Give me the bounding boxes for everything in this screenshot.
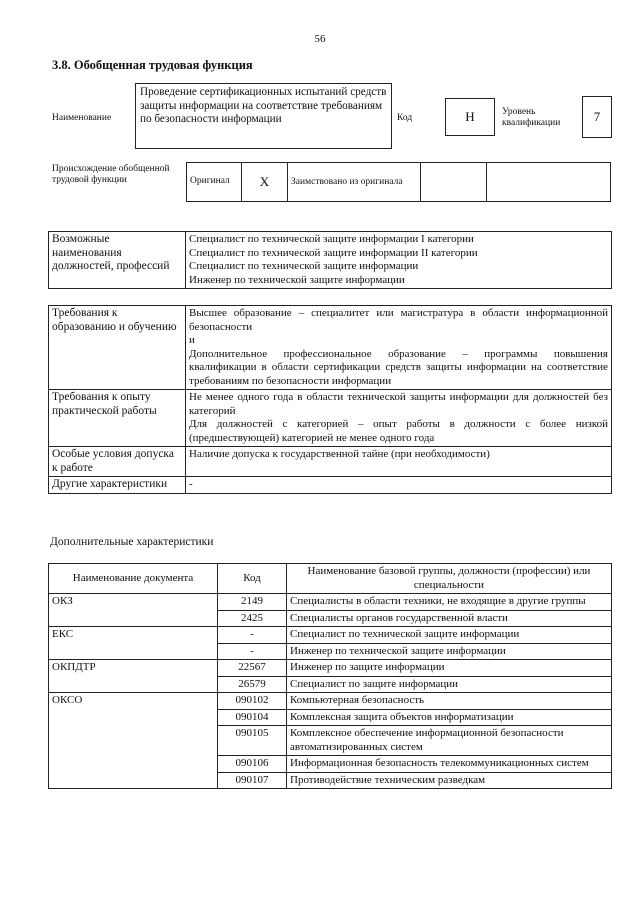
- row-name: Комплексная защита объектов информатизации: [287, 709, 612, 726]
- other-value: [186, 477, 612, 494]
- row-code: 26579: [218, 676, 287, 693]
- row-code: 090102: [218, 693, 287, 710]
- row-name: Комплексное обеспечение информационной безопасности автоматизированных систем: [287, 726, 612, 756]
- position-item: Инженер по технической защите информации: [189, 273, 405, 286]
- row-code: -: [218, 627, 287, 644]
- positions-list: [186, 232, 612, 289]
- special-conditions-paragraph: Наличие допуска к государственной тайне (при необходимости): [189, 448, 490, 460]
- requirements-table: [48, 305, 612, 494]
- row-name: Информационная безопасность телекоммуникационных систем: [287, 756, 612, 773]
- position-item: Специалист по технической защите информации II категории: [189, 246, 478, 259]
- header-document: Наименование документа: [49, 564, 218, 594]
- row-name: Инженер по технической защите информации: [287, 643, 612, 660]
- row-code: 2425: [218, 610, 287, 627]
- doc-okpdtr: ОКПДТР: [49, 660, 218, 693]
- education-value: [186, 306, 612, 390]
- special-conditions-label: Особые условия допуска к работе: [49, 447, 186, 477]
- borrowed-number-cell: [486, 163, 610, 202]
- borrowed-label: Заимствовано из оригинала: [288, 163, 421, 202]
- origin-table: [186, 162, 611, 202]
- positions-label: Возможные наименования должностей, профессий: [49, 232, 186, 289]
- row-code: 22567: [218, 660, 287, 677]
- origin-label: Происхождение обобщенной трудовой функции: [52, 164, 170, 185]
- function-name: Проведение сертификационных испытаний средств защиты информации на соответствие требованиям по безопасности информации: [140, 86, 387, 125]
- row-name: Специалисты в области техники, не входящие в другие группы: [287, 594, 612, 611]
- education-paragraph: Дополнительное профессиональное образование – программы повышения квалификации в области сертификации средств защиты информации на соответствие требованиям по безопасности информации: [189, 347, 608, 387]
- level-value: 7: [593, 109, 601, 124]
- page-number: 56: [314, 33, 326, 45]
- row-name: Специалист по защите информации: [287, 676, 612, 693]
- positions-table: [48, 231, 612, 289]
- doc-okso: ОКСО: [49, 693, 218, 789]
- code-label: Код: [397, 113, 413, 123]
- code-value: H: [465, 109, 475, 124]
- education-paragraph: и: [189, 334, 195, 346]
- position-item: Специалист по технической защите информации: [189, 260, 419, 272]
- row-code: 090107: [218, 772, 287, 789]
- row-code: 090105: [218, 726, 287, 756]
- additional-title: Дополнительные характеристики: [50, 536, 214, 548]
- level-label: Уровень квалификации: [502, 107, 561, 128]
- header-code: Код: [218, 564, 287, 594]
- education-paragraph: Высшее образование – специалитет или магистратура в области информационной безопасности: [189, 307, 608, 333]
- doc-eks: ЕКС: [49, 627, 218, 660]
- original-mark: X: [241, 163, 287, 202]
- section-title: 3.8. Обобщенная трудовая функция: [52, 58, 253, 72]
- header-name: Наименование базовой группы, должности (профессии) или специальности: [287, 564, 612, 594]
- row-code: 090106: [218, 756, 287, 773]
- name-label: Наименование: [52, 113, 112, 123]
- row-name: Компьютерная безопасность: [287, 693, 612, 710]
- experience-paragraph: Для должностей с категорией – опыт работы в должности с более низкой (предшествующей) категорией не менее одного года: [189, 418, 608, 444]
- experience-label: Требования к опыту практической работы: [49, 390, 186, 447]
- row-code: 090104: [218, 709, 287, 726]
- row-code: -: [218, 643, 287, 660]
- borrowed-code-cell: [421, 163, 487, 202]
- education-label: Требования к образованию и обучению: [49, 306, 186, 390]
- additional-table: [48, 563, 612, 789]
- position-item: Специалист по технической защите информации I категории: [189, 233, 474, 245]
- row-name: Инженер по защите информации: [287, 660, 612, 677]
- other-label: Другие характеристики: [49, 477, 186, 494]
- row-code: 2149: [218, 594, 287, 611]
- row-name: Специалист по технической защите информации: [287, 627, 612, 644]
- experience-value: [186, 390, 612, 447]
- row-name: Противодействие техническим разведкам: [287, 772, 612, 789]
- original-label: Оригинал: [187, 163, 242, 202]
- special-conditions-value: [186, 447, 612, 477]
- level-box: [582, 96, 612, 138]
- code-box: [445, 98, 495, 136]
- function-name-box: [135, 83, 392, 149]
- doc-okz: ОКЗ: [49, 594, 218, 627]
- experience-paragraph: Не менее одного года в области технической защиты информации для должностей без категорий: [189, 391, 608, 417]
- other-paragraph: -: [189, 478, 193, 490]
- row-name: Специалисты органов государственной власти: [287, 610, 612, 627]
